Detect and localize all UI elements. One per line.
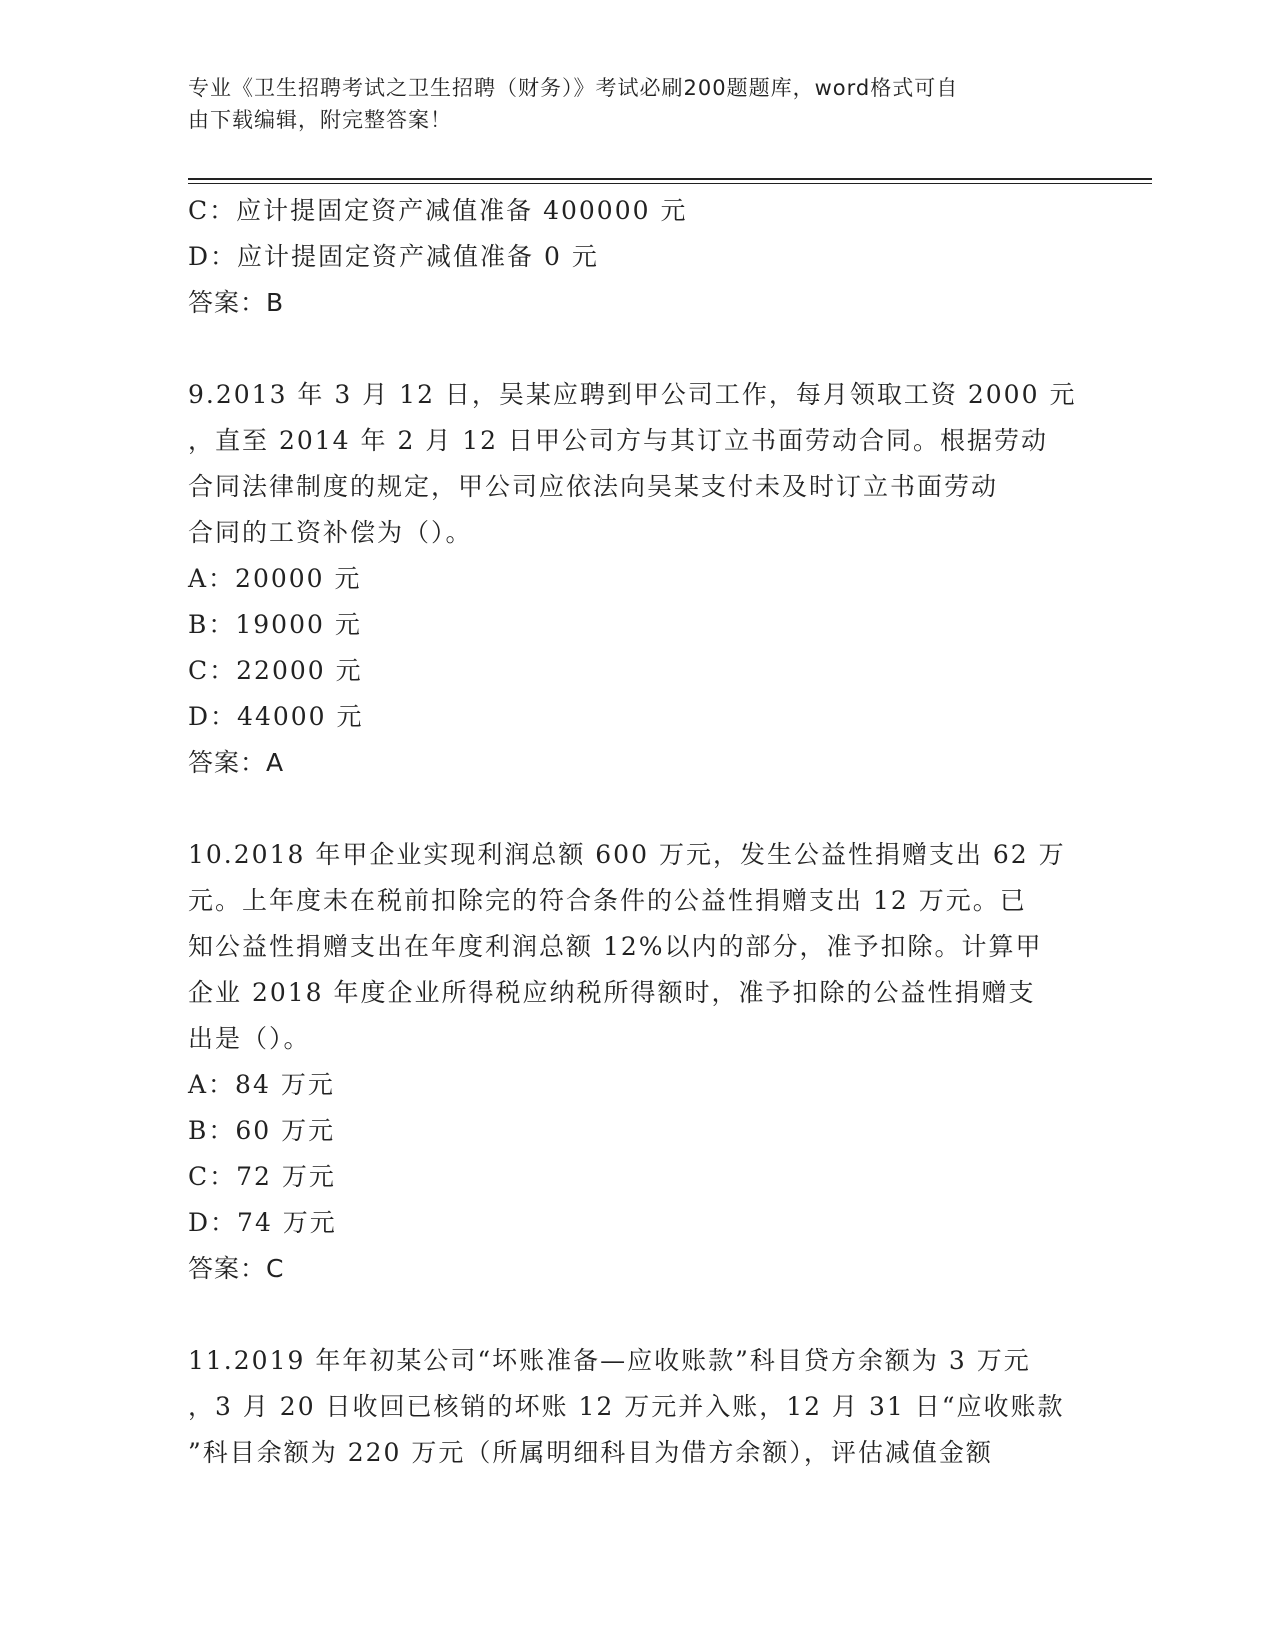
spacer bbox=[188, 326, 1078, 372]
option-c: C：72 万元 bbox=[188, 1162, 336, 1191]
spacer bbox=[188, 1292, 1078, 1338]
question-text-line: 企业 2018 年度企业所得税应纳税所得额时，准予扣除的公益性捐赠支 bbox=[188, 978, 1036, 1007]
option-c: C：22000 元 bbox=[188, 656, 363, 685]
option-d: D：74 万元 bbox=[188, 1208, 337, 1237]
previous-question-tail bbox=[188, 188, 1078, 326]
answer-line: 答案：B bbox=[188, 288, 285, 317]
document-header bbox=[188, 72, 1068, 136]
question-text-line: ”科目余额为 220 万元（所属明细科目为借方余额），评估减值金额 bbox=[188, 1438, 993, 1467]
question-text-line: ，直至 2014 年 2 月 12 日甲公司方与其订立书面劳动合同。根据劳动 bbox=[188, 426, 1049, 455]
header-line-2: 由下载编辑，附完整答案！ bbox=[188, 108, 452, 132]
option-b: B：19000 元 bbox=[188, 610, 362, 639]
spacer bbox=[188, 786, 1078, 832]
question-text-line: 元。上年度未在税前扣除完的符合条件的公益性捐赠支出 12 万元。已 bbox=[188, 886, 1027, 915]
question-text-line: 合同法律制度的规定，甲公司应依法向吴某支付未及时订立书面劳动 bbox=[188, 472, 999, 501]
header-line-1: 专业《卫生招聘考试之卫生招聘（财务）》考试必刷200题题库，word格式可自 bbox=[188, 76, 959, 100]
option-a: A：20000 元 bbox=[188, 564, 362, 593]
document-body bbox=[188, 188, 1078, 1476]
question-text-line: 知公益性捐赠支出在年度利润总额 12%以内的部分，准予扣除。计算甲 bbox=[188, 932, 1043, 961]
option-d: D：44000 元 bbox=[188, 702, 364, 731]
question-11 bbox=[188, 1338, 1078, 1476]
question-10 bbox=[188, 832, 1078, 1292]
answer-line: 答案：C bbox=[188, 1254, 285, 1283]
question-text-line: 9.2013 年 3 月 12 日，吴某应聘到甲公司工作，每月领取工资 2000 元 bbox=[188, 380, 1077, 409]
option-a: A：84 万元 bbox=[188, 1070, 335, 1099]
header-divider-thick bbox=[188, 178, 1152, 180]
question-text-line: ，3 月 20 日收回已核销的坏账 12 万元并入账，12 月 31 日“应收账款 bbox=[188, 1392, 1065, 1421]
option-c: C：应计提固定资产减值准备 400000 元 bbox=[188, 196, 688, 225]
question-text-line: 合同的工资补偿为（）。 bbox=[188, 518, 473, 547]
option-b: B：60 万元 bbox=[188, 1116, 336, 1145]
answer-line: 答案：A bbox=[188, 748, 285, 777]
header-divider-thin bbox=[188, 183, 1152, 184]
question-text-line: 出是（）。 bbox=[188, 1024, 311, 1053]
question-text-line: 11.2019 年年初某公司“坏账准备—应收账款”科目贷方余额为 3 万元 bbox=[188, 1346, 1031, 1375]
option-d: D：应计提固定资产减值准备 0 元 bbox=[188, 242, 599, 271]
question-text-line: 10.2018 年甲企业实现利润总额 600 万元，发生公益性捐赠支出 62 万 bbox=[188, 840, 1066, 869]
question-9 bbox=[188, 372, 1078, 786]
